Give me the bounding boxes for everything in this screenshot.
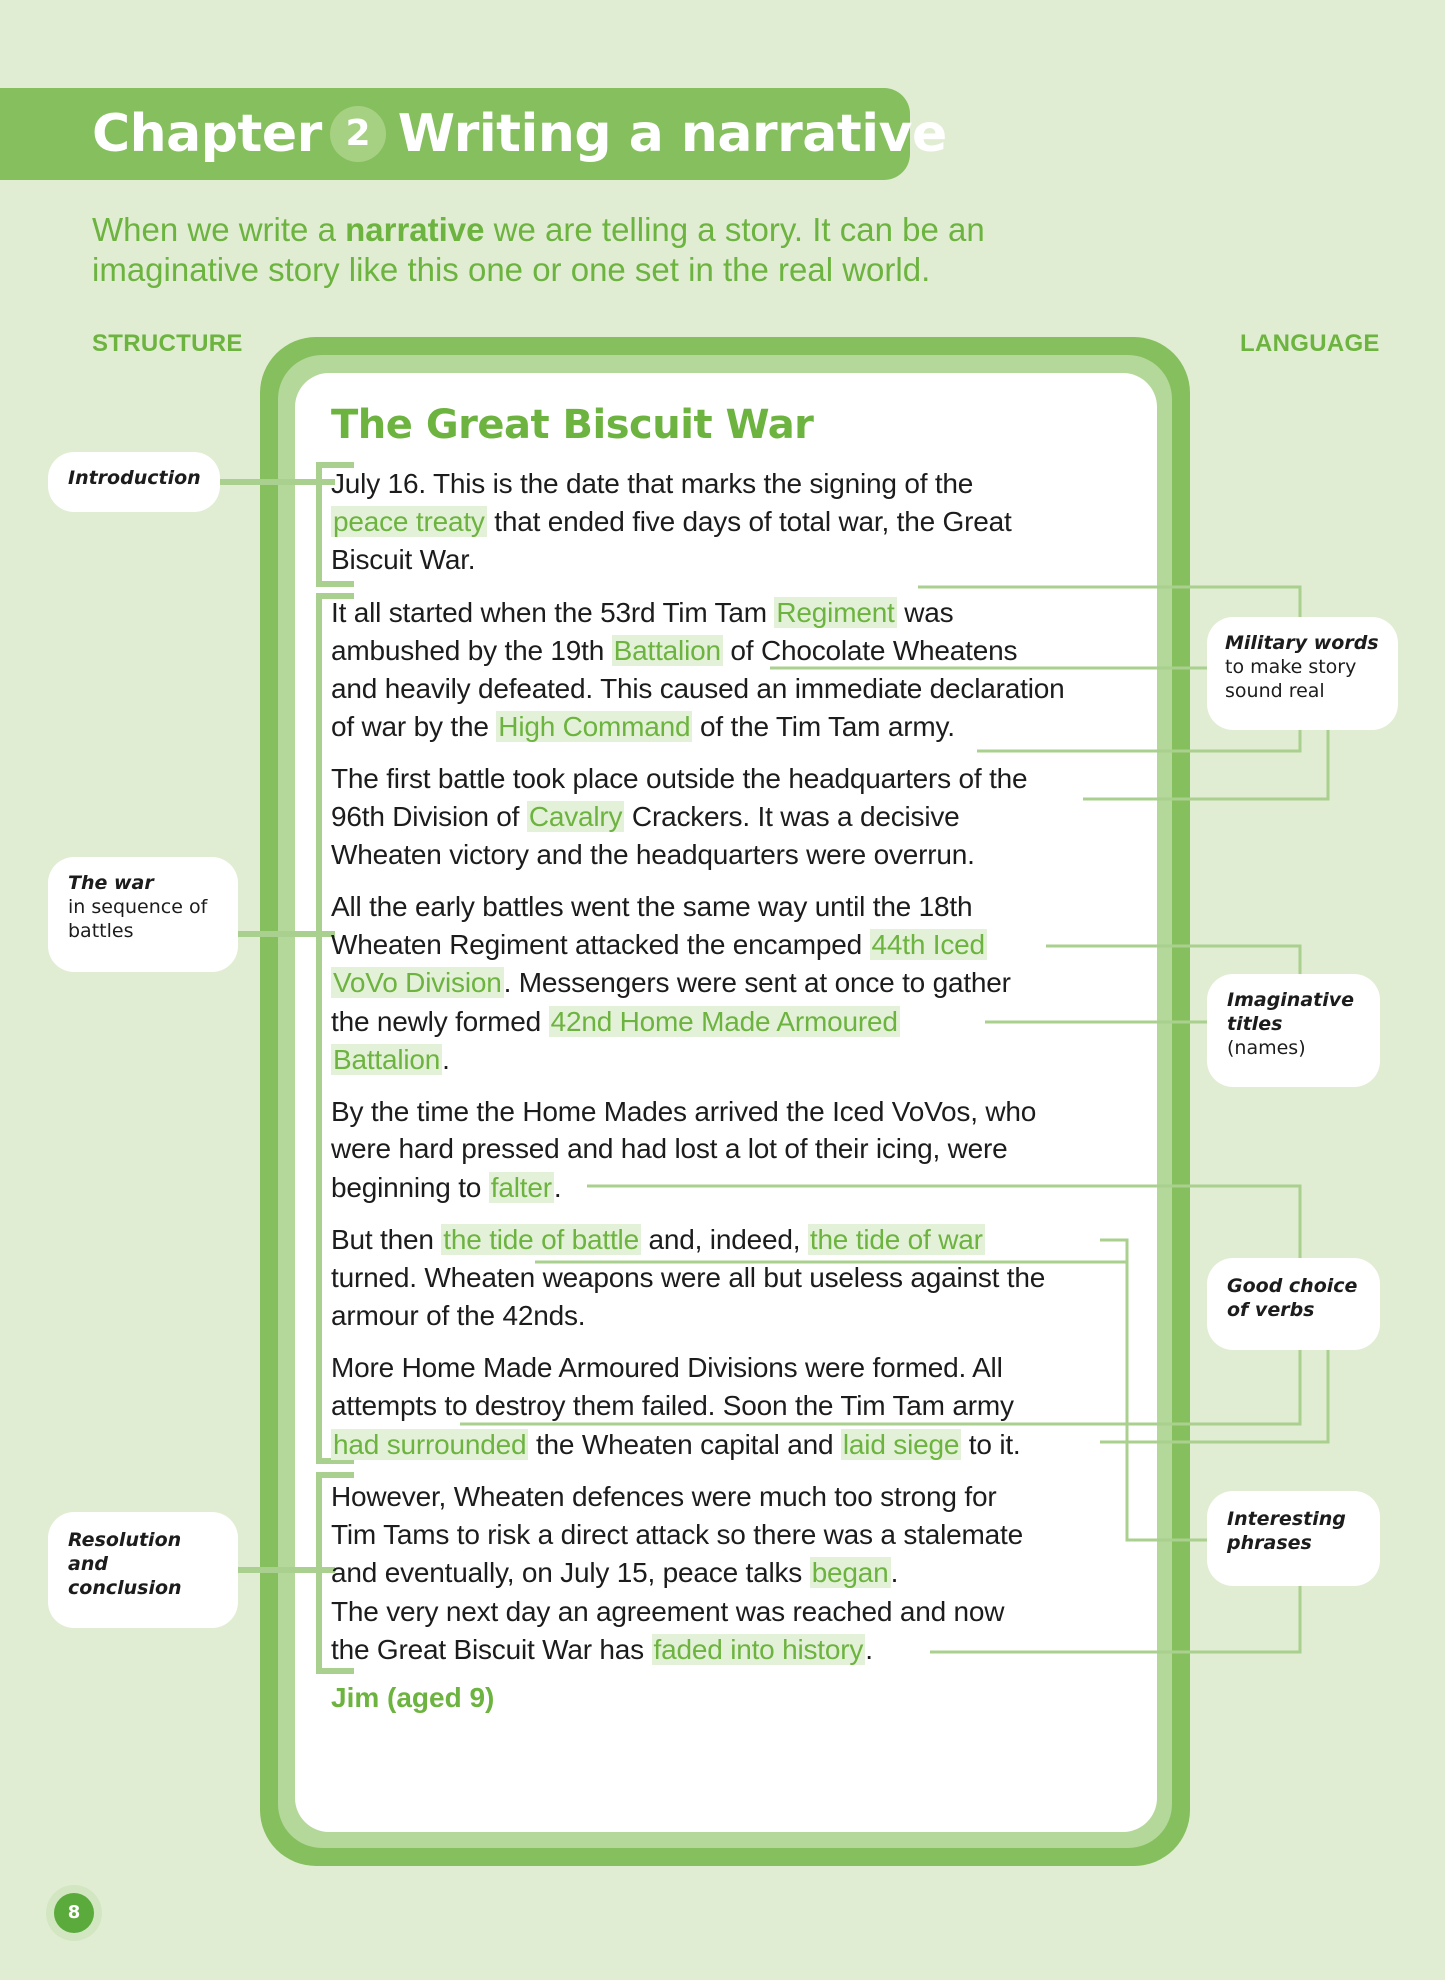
story-text: and, indeed, <box>640 1224 808 1255</box>
highlighted-phrase: falter <box>490 1172 552 1203</box>
highlighted-phrase: Cavalry <box>528 801 623 832</box>
story-text: But then <box>331 1224 442 1255</box>
story-text: Wheaten victory and the headquarters were overrun. <box>331 839 975 870</box>
story-line <box>331 1297 585 1335</box>
story-text: Biscuit War. <box>331 544 476 575</box>
story-title: The Great Biscuit War <box>331 402 814 448</box>
story-text: . <box>890 1557 899 1588</box>
story-line <box>331 465 973 503</box>
callout-title: Good choice of verbs <box>1227 1275 1358 1321</box>
intro-keyword: narrative <box>345 211 485 248</box>
story-author: Jim (aged 9) <box>331 1682 495 1713</box>
callout-title: Resolution and conclusion <box>68 1529 182 1599</box>
story-line <box>331 594 953 632</box>
story-line <box>331 1349 1003 1387</box>
story-line <box>331 1478 996 1516</box>
callout-title: Imaginative titles <box>1227 989 1355 1035</box>
language-label: LANGUAGE <box>1240 330 1380 357</box>
story-text: Crackers. It was a decisive <box>624 801 960 832</box>
callout-subtitle: (names) <box>1227 1037 1306 1059</box>
story-line <box>331 888 972 926</box>
story-text: The very next day an agreement was reached and now <box>331 1596 1005 1627</box>
story-text: that ended five days of total war, the Great <box>486 506 1012 537</box>
story-line <box>331 1554 898 1592</box>
story-text: the Great Biscuit War has <box>331 1634 652 1665</box>
story-line <box>331 1387 1014 1425</box>
highlighted-phrase: faded into history <box>653 1634 864 1665</box>
story-text: Tim Tams to risk a direct attack so there was a stalemate <box>331 1519 1023 1550</box>
structure-label: STRUCTURE <box>92 330 243 357</box>
story-text: However, Wheaten defences were much too strong for <box>331 1481 997 1512</box>
story-text: . <box>865 1634 873 1665</box>
story-text: of war by the <box>331 711 497 742</box>
highlighted-phrase: had surrounded <box>333 1429 527 1460</box>
story-text: The first battle took place outside the headquarters of the <box>331 763 1028 794</box>
story-text: Wheaten Regiment attacked the encamped <box>331 929 870 960</box>
highlighted-phrase: Battalion <box>333 1044 441 1075</box>
story-line <box>331 670 1064 708</box>
callout-the-war <box>48 857 238 972</box>
story-text: armour of the 42nds. <box>331 1300 586 1331</box>
story-text: . <box>553 1172 562 1203</box>
story-text: beginning to <box>331 1172 489 1203</box>
story-text: to it. <box>961 1429 1021 1460</box>
story-line <box>331 632 1017 670</box>
callout-introduction <box>48 452 220 512</box>
highlighted-phrase: VoVo Division <box>333 967 502 998</box>
callout-subtitle: to make story sound real <box>1225 656 1357 702</box>
highlighted-phrase: the tide of battle <box>443 1224 639 1255</box>
story-line <box>331 708 955 746</box>
story-text: and eventually, on July 15, peace talks <box>331 1557 810 1588</box>
highlighted-phrase: 44th Iced <box>871 929 985 960</box>
story-line <box>331 1003 900 1041</box>
story-text: July 16. This is the date that marks the signing of the <box>331 468 974 499</box>
callout-resolution <box>48 1512 238 1628</box>
story-line <box>331 926 987 964</box>
story-text: More Home Made Armoured Divisions were formed. All <box>331 1352 1003 1383</box>
highlighted-phrase: the tide of war <box>809 1224 983 1255</box>
story-text: the newly formed <box>331 1006 549 1037</box>
intro-text: we are telling a story. It can be an <box>484 211 985 248</box>
story-line <box>331 503 1012 541</box>
story-text: the Wheaten capital and <box>528 1429 841 1460</box>
story-line <box>331 760 1027 798</box>
story-text: . <box>442 1044 450 1075</box>
story-line <box>331 1426 1021 1464</box>
story-line <box>331 1041 450 1079</box>
chapter-number-badge: 2 <box>330 106 386 162</box>
story-text: By the time the Home Mades arrived the Iced VoVos, who <box>331 1096 1037 1127</box>
chapter-word: Chapter <box>92 104 322 164</box>
story-line <box>331 798 960 836</box>
story-text: 96th Division of <box>331 801 527 832</box>
story-line <box>331 964 1011 1002</box>
highlighted-phrase: High Command <box>498 711 691 742</box>
story-line <box>331 1631 873 1669</box>
story-text: It all started when the 53rd Tim Tam <box>331 597 775 628</box>
story-text: were hard pressed and had lost a lot of their icing, were <box>331 1133 1008 1164</box>
story-text: All the early battles went the same way until the 18th <box>331 891 973 922</box>
story-line <box>331 1259 1045 1297</box>
callout-title: Introduction <box>68 467 201 489</box>
story-line <box>331 1130 1008 1168</box>
highlighted-phrase: Regiment <box>776 597 895 628</box>
callout-good-verbs <box>1207 1258 1380 1350</box>
story-text: . Messengers were sent at once to gather <box>503 967 1011 998</box>
callout-imaginative-titles <box>1207 974 1380 1087</box>
callout-title: Interesting phrases <box>1227 1508 1346 1554</box>
story-line <box>331 1221 985 1259</box>
highlighted-phrase: began <box>811 1557 889 1588</box>
highlighted-phrase: 42nd Home Made Armoured <box>550 1006 898 1037</box>
callout-interesting-phrases <box>1207 1491 1380 1586</box>
story-line <box>331 1093 1036 1131</box>
story-text: and heavily defeated. This caused an immediate declaration <box>331 673 1065 704</box>
story-text: was <box>896 597 954 628</box>
story-line <box>331 541 475 579</box>
intro-text: When we write a <box>92 211 346 248</box>
story-text: ambushed by the 19th <box>331 635 612 666</box>
story-line <box>331 1169 561 1207</box>
story-line <box>331 1516 1023 1554</box>
page-number: 8 <box>54 1893 94 1933</box>
callout-title: Military words <box>1225 632 1379 654</box>
chapter-title: Writing a narrative <box>397 104 947 164</box>
highlighted-phrase: laid siege <box>842 1429 960 1460</box>
story-line <box>331 1593 1004 1631</box>
highlighted-phrase: Battalion <box>613 635 721 666</box>
callout-title: The war <box>68 872 154 894</box>
story-text: attempts to destroy them failed. Soon the Tim Tam army <box>331 1390 1014 1421</box>
story-line <box>331 836 975 874</box>
highlighted-phrase: peace treaty <box>333 506 485 537</box>
story-text: of Chocolate Wheatens <box>722 635 1018 666</box>
story-text: of the Tim Tam army. <box>692 711 955 742</box>
intro-text: imaginative story like this one or one set in the real world. <box>92 251 931 288</box>
callout-subtitle: in sequence of battles <box>68 896 208 942</box>
story-text: turned. Wheaten weapons were all but useless against the <box>331 1262 1046 1293</box>
callout-military-words <box>1207 617 1398 730</box>
